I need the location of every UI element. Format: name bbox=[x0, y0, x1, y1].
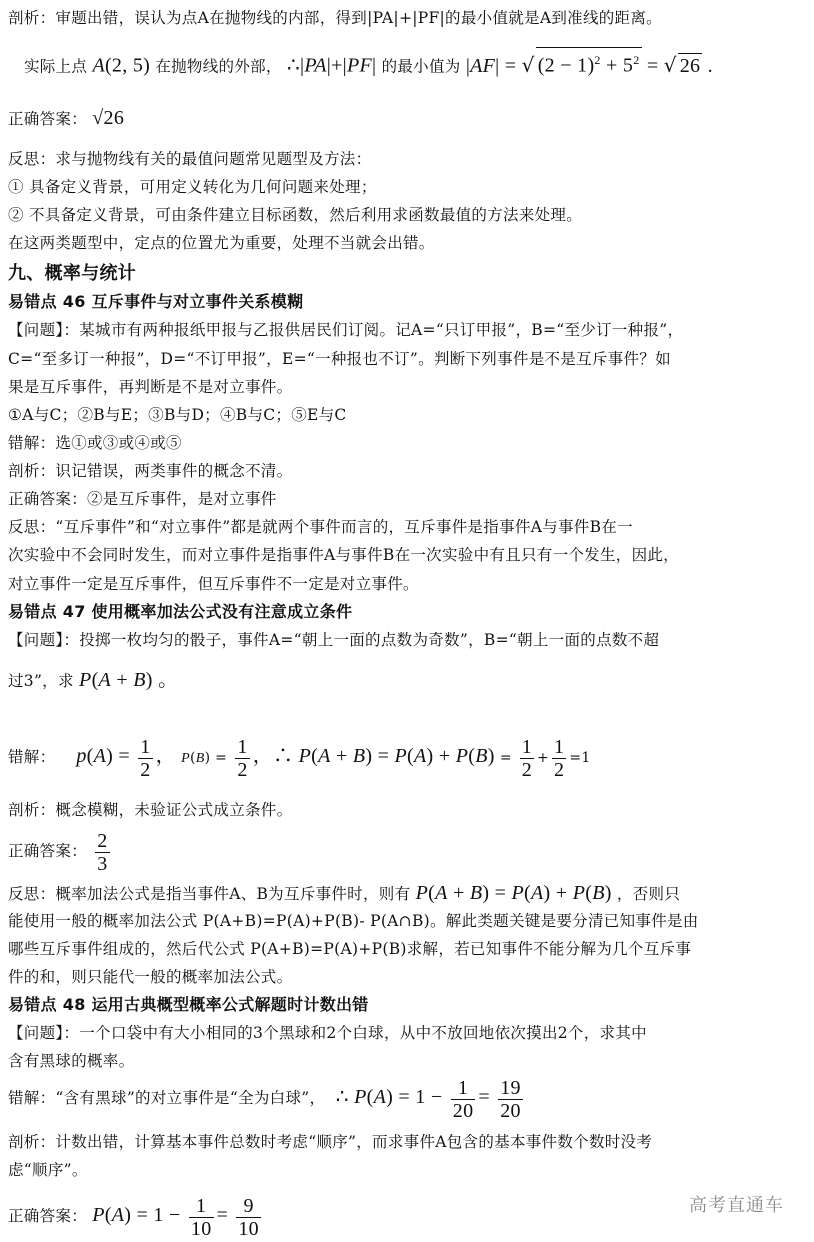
error-point-title: 易错点 46 互斥事件与对立事件关系模糊 bbox=[8, 292, 304, 311]
fraction-one-tenth: $\frac{1}{10}$ bbox=[190, 1194, 212, 1240]
wrong-solution-line: 错解： p(A) = $\frac{1}{2}$ ， P(B) = $\frac{1}{2}$ ，∴ P(A + B) = P(A) + P(B) = $\frac{1}{2}$ + $\frac{1}{2}$ =1 bbox=[8, 735, 591, 781]
reflection-line: 次实验中不会同时发生，而对立事件是指事件A与事件B在一次实验中有且只有一个发生，因此， bbox=[8, 546, 679, 564]
reflection-line: 反思：概率加法公式是指当事件A、B为互斥事件时，则有 P(A + B) = P(A) + P(B) ，否则只 bbox=[8, 882, 681, 904]
correct-answer-line: 正确答案： √26 bbox=[8, 107, 125, 129]
reflection-line: 能使用一般的概率加法公式 P(A+B)=P(A)+P(B)- P(A∩B)。解此类题关键是要分清已知事件是由 bbox=[8, 912, 699, 930]
error-point-title: 易错点 48 运用古典概型概率公式解题时计数出错 bbox=[8, 995, 369, 1014]
answer-sqrt26: √26 bbox=[92, 107, 125, 129]
correct-answer-line: 正确答案：②是互斥事件，是对立事件 bbox=[8, 490, 277, 508]
correct-answer-line: 正确答案： P(A) = 1 − $\frac{1}{10}$ = $\frac{9}{10}$ bbox=[8, 1194, 259, 1240]
reflection-item: ② 不具备定义背景，可由条件建立目标函数，然后利用求函数最值的方法来处理。 bbox=[8, 206, 583, 224]
correct-answer-line: 正确答案： $\frac{2}{3}$ bbox=[8, 829, 108, 875]
analysis-line: 剖析：概念模糊，未验证公式成立条件。 bbox=[8, 801, 293, 819]
reflection-line: 哪些互斥事件组成的，然后代公式 P(A+B)=P(A)+P(B)求解，若已知事件不能分解为几个互斥事 bbox=[8, 940, 692, 958]
wrong-solution-line: 错解：选①或③或④或⑤ bbox=[8, 434, 182, 452]
question-line: C=“至多订一种报”，D=“不订甲报”，E=“一种报也不订”。判断下列事件是不是互斥事件？如 bbox=[8, 350, 671, 368]
analysis-line: 剖析：识记错误，两类事件的概念不清。 bbox=[8, 462, 293, 480]
formula-p-a-plus-b: P bbox=[79, 669, 92, 691]
section-heading: 九、概率与统计 bbox=[8, 263, 137, 284]
reflection-line: 对立事件一定是互斥事件，但互斥事件不一定是对立事件。 bbox=[8, 575, 419, 593]
fraction-nine-tenths: $\frac{9}{10}$ bbox=[238, 1194, 259, 1240]
question-line: 过3”，求 P(A + B) 。 bbox=[8, 669, 179, 691]
question-line: 果是互斥事件，再判断是不是对立事件。 bbox=[8, 378, 293, 396]
reflection-line: 在这两类题型中，定点的位置尤为重要，处理不当就会出错。 bbox=[8, 234, 435, 252]
reflection-line: 反思：“互斥事件”和“对立事件”都是就两个事件而言的，互斥事件是指事件A与事件B在一 bbox=[8, 518, 633, 536]
fraction-one-twentieth: $\frac{1}{20}$ bbox=[452, 1076, 474, 1122]
fraction-one-half: $\frac{1}{2}$ bbox=[140, 735, 151, 781]
fraction-one-half: $\frac{1}{2}$ bbox=[237, 735, 248, 781]
fraction-nineteen-twentieths: $\frac{19}{20}$ bbox=[500, 1076, 521, 1122]
formula-af-distance: |AF| = √ $(2 - 1)^2 + 5^2$ = √ 26 . bbox=[466, 55, 713, 77]
reflection-item: ① 具备定义背景，可用定义转化为几何问题来处理； bbox=[8, 178, 377, 196]
explanation-line: 实际上点 A(2, 5) 在抛物线的外部， ∴|PA|+|PF| 的最小值为 |AF| = √ $(2 - 1)^2 + 5^2$ = √ 26 . bbox=[24, 47, 804, 79]
formula-pa: p bbox=[76, 745, 87, 767]
wrong-solution-line: 错解：“含有黑球”的对立事件是“全为白球”， ∴ P(A) = 1 − $\frac{1}{20}$ = $\frac{19}{20}$ bbox=[8, 1076, 521, 1122]
reflection-line: 反思：求与抛物线有关的最值问题常见题型及方法： bbox=[8, 150, 372, 168]
formula-point-a: A bbox=[92, 54, 105, 77]
question-line: 【问题】：某城市有两种报纸甲报与乙报供居民们订阅。记A=“只订甲报”，B=“至少订一种报”， bbox=[8, 321, 684, 339]
analysis-line: 剖析：审题出错，误认为点A在抛物线的内部，得到|PA|+|PF|的最小值就是A到准线的距离。 bbox=[8, 9, 662, 27]
fraction-one-half: $\frac{1}{2}$ bbox=[521, 735, 533, 781]
fraction-one-half: $\frac{1}{2}$ bbox=[554, 735, 565, 781]
watermark-text: 高考直通车 bbox=[689, 1195, 784, 1216]
analysis-line: 虑“顺序”。 bbox=[8, 1161, 88, 1179]
formula-pa-pf: |PA|+|PF| bbox=[300, 54, 377, 77]
question-line: 【问题】：投掷一枚均匀的骰子，事件A=“朝上一面的点数为奇数”，B=“朝上一面的点数不超 bbox=[8, 631, 660, 649]
question-line: 含有黑球的概率。 bbox=[8, 1052, 135, 1070]
question-line: 【问题】：一个口袋中有大小相同的3个黑球和2个白球，从中不放回地依次摸出2个，求其中 bbox=[8, 1024, 647, 1042]
reflection-line: 件的和，则只能代一般的概率加法公式。 bbox=[8, 968, 293, 986]
error-point-title: 易错点 47 使用概率加法公式没有注意成立条件 bbox=[8, 602, 353, 621]
analysis-line: 剖析：计数出错，计算基本事件总数时考虑“顺序”，而求事件A包含的基本事件数个数时没考 bbox=[8, 1133, 653, 1151]
options-line: ①A与C；②B与E；③B与D；④B与C；⑤E与C bbox=[8, 406, 347, 424]
fraction-two-thirds: $\frac{2}{3}$ bbox=[97, 829, 108, 875]
